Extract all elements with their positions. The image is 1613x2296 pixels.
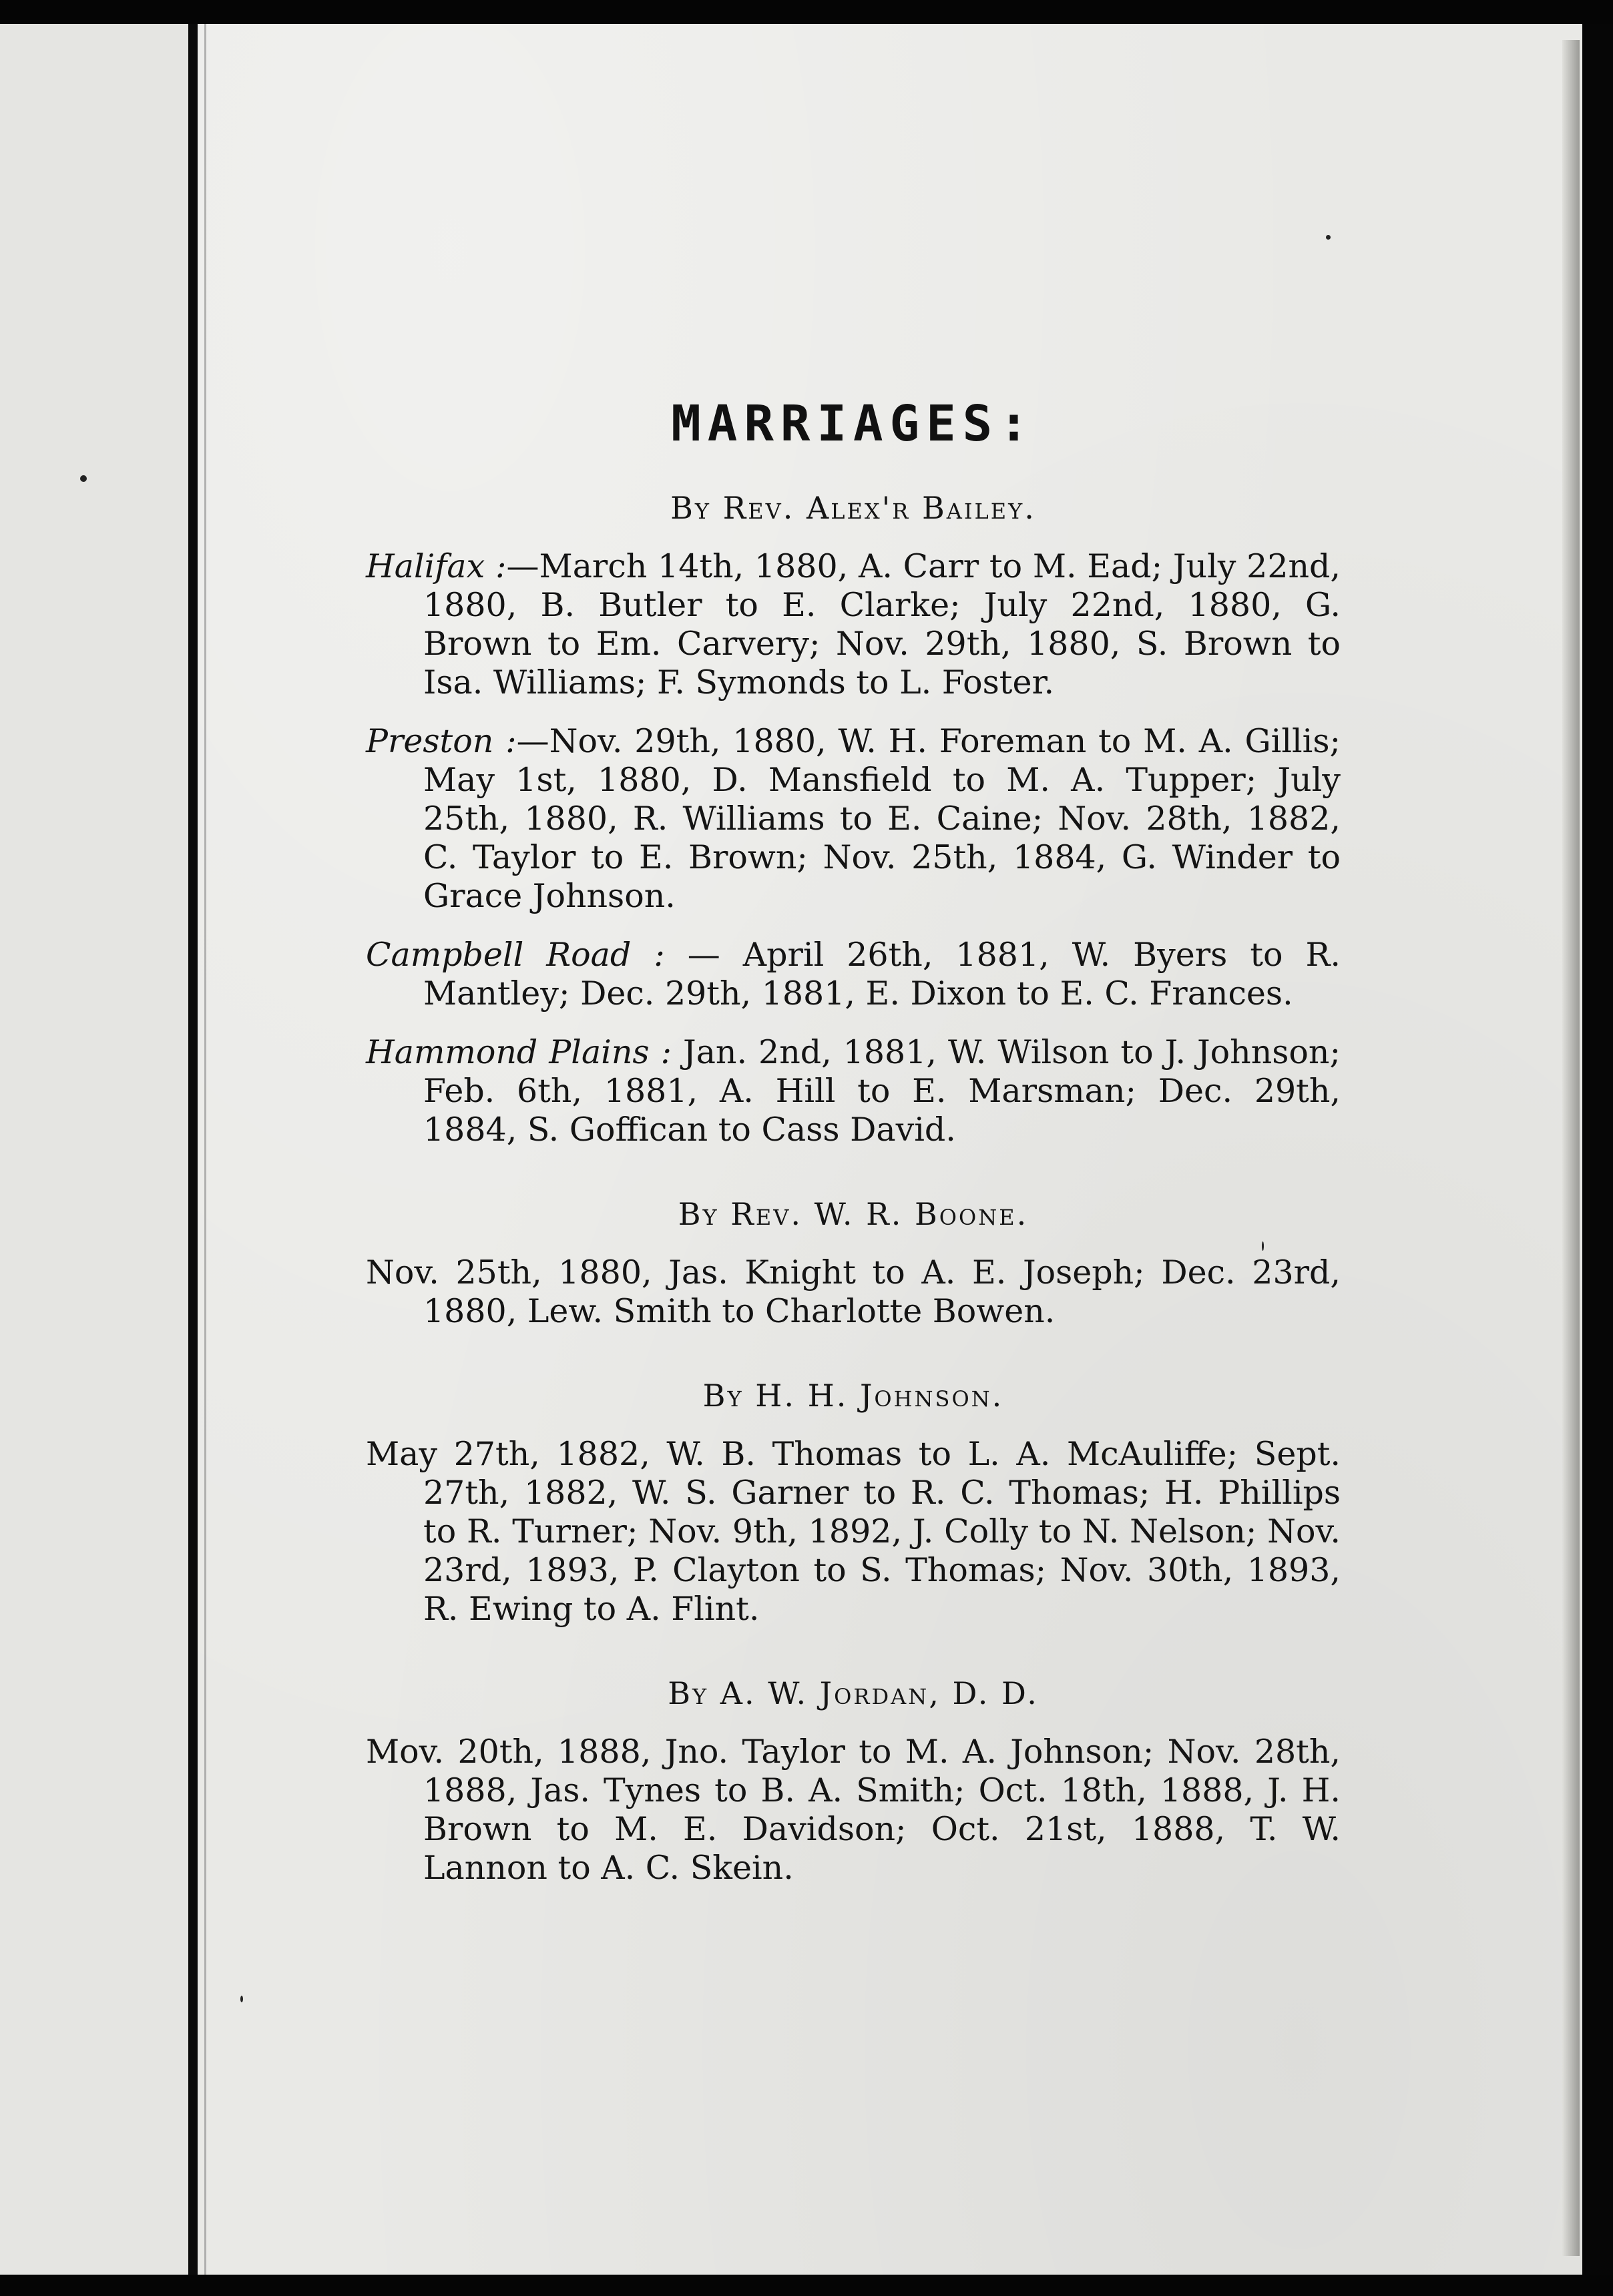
section-jordan (366, 1675, 1341, 1888)
marriage-entry (366, 1253, 1341, 1331)
officiant-heading: By Rev. Alex'r Bailey. (670, 490, 1036, 526)
binding-gutter-shadow (204, 24, 206, 2275)
entry-text: —Nov. 29th, 1880, W. H. Foreman to M. A. Gillis; May 1st, 1880, D. Mansfield to M. A. Tupper; July 25th, 1880, R. Williams to E. Caine; Nov. 28th, 1882, C. Taylor to E. Brown; Nov. 25th, 1884, G. Winder to Grace Johnson. (423, 722, 1341, 915)
marriage-entry (366, 1435, 1341, 1629)
marriage-entry (366, 1733, 1341, 1888)
page-heading: MARRIAGES: (671, 395, 1035, 453)
page-edge-shading (1562, 40, 1580, 2256)
place-name: Preston : (366, 722, 517, 760)
entry-text: May 27th, 1882, W. B. Thomas to L. A. McAuliffe; Sept. 27th, 1882, W. S. Garner to R. C. Thomas; H. Phillips to R. Turner; Nov. 9th, 1892, J. Colly to N. Nelson; Nov. 23rd, 1893, P. Clayton to S. Thomas; Nov. 30th, 1893, R. Ewing to A. Flint. (366, 1435, 1341, 1628)
officiant-heading: By Rev. W. R. Boone. (678, 1196, 1029, 1232)
section-spacer (366, 1351, 1341, 1378)
ink-speck (240, 1996, 243, 2002)
officiant-heading: By A. W. Jordan, D. D. (668, 1675, 1039, 1711)
officiant-heading: By H. H. Johnson. (702, 1378, 1004, 1414)
entry-text: —March 14th, 1880, A. Carr to M. Ead; July 22nd, 1880, B. Butler to E. Clarke; July 22nd, 1880, G. Brown to Em. Carvery; Nov. 29th, 1880, S. Brown to Isa. Williams; F. Symonds to L. Foster. (423, 547, 1341, 701)
marriage-entry (366, 1033, 1341, 1149)
marriage-entry (366, 722, 1341, 916)
entry-text: Jan. 2nd, 1881, W. Wilson to J. Johnson; Feb. 6th, 1881, A. Hill to E. Marsman; Dec. 29th, 1884, S. Goffican to Cass David. (423, 1033, 1341, 1149)
entry-text: Mov. 20th, 1888, Jno. Taylor to M. A. Johnson; Nov. 28th, 1888, Jas. Tynes to B. A. Smith; Oct. 18th, 1888, J. H. Brown to M. E. Davidson; Oct. 21st, 1888, T. W. Lannon to A. C. Skein. (366, 1733, 1341, 1887)
section-spacer (366, 1169, 1341, 1196)
section-bailey (366, 490, 1341, 1149)
ink-speck (1326, 235, 1331, 240)
place-name: Hammond Plains : (366, 1033, 672, 1071)
section-spacer (366, 1649, 1341, 1675)
marriage-entry (366, 936, 1341, 1013)
binding-gutter-line (188, 24, 198, 2275)
entry-text: — April 26th, 1881, W. Byers to R. Mantley; Dec. 29th, 1881, E. Dixon to E. C. Frances. (423, 936, 1341, 1013)
left-margin (0, 24, 194, 2275)
section-johnson (366, 1378, 1341, 1629)
place-name: Campbell Road : (366, 936, 665, 974)
marriage-entry (366, 547, 1341, 702)
ink-speck (80, 475, 87, 482)
entry-text: Nov. 25th, 1880, Jas. Knight to A. E. Joseph; Dec. 23rd, 1880, Lew. Smith to Charlotte Bowen. (366, 1253, 1341, 1330)
section-boone (366, 1196, 1341, 1331)
page-content (366, 374, 1341, 1908)
place-name: Halifax : (366, 547, 507, 585)
right-border (1586, 24, 1613, 2275)
